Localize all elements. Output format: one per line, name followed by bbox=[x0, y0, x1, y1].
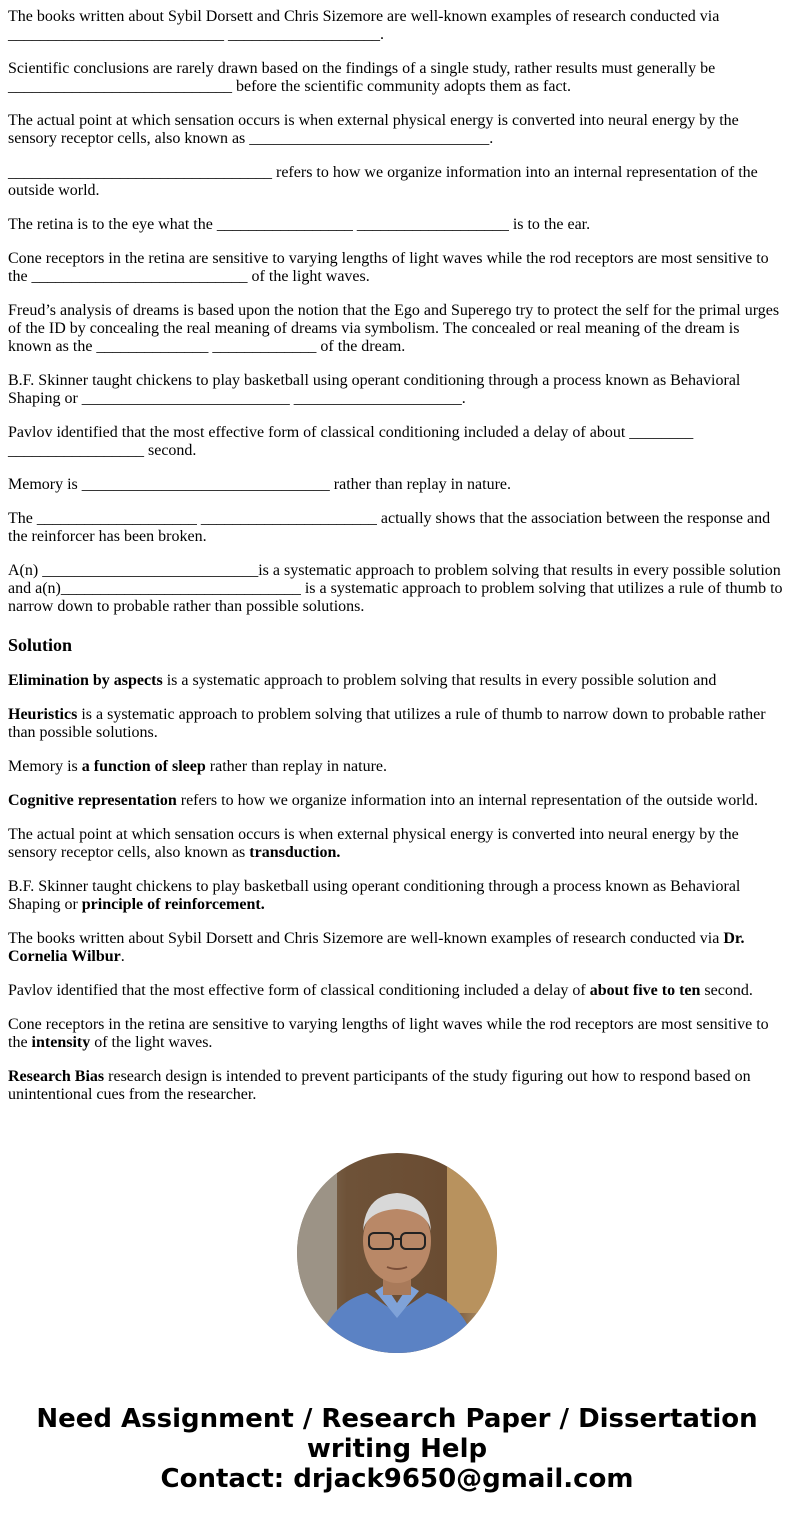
question-9: Pavlov identified that the most effective form of classical conditioning included a delay of about ________ _________________ second. bbox=[8, 424, 694, 459]
solution-9 bbox=[8, 1016, 786, 1052]
solution-5-answer: transduction. bbox=[249, 844, 341, 861]
solution-8 bbox=[8, 982, 786, 1000]
question-10: Memory is _______________________________ rather than replay in nature. bbox=[8, 476, 512, 493]
solution-5 bbox=[8, 826, 786, 862]
solution-6-before: B.F. Skinner taught chickens to play basketball using operant conditioning through a process known as Behavioral Shaping or bbox=[8, 878, 741, 913]
solution-7 bbox=[8, 930, 786, 966]
photo-frame-right bbox=[447, 1163, 497, 1313]
solution-8-answer: about five to ten bbox=[589, 982, 701, 999]
question-7: Freud’s analysis of dreams is based upon the notion that the Ego and Superego try to protect the self for the primal urges of the ID by concealing the real meaning of dreams via symbolism. The concealed or real meaning of the dream is known as the ______________ _____________ of the dream. bbox=[8, 302, 780, 355]
solution-6-answer: principle of reinforcement. bbox=[81, 896, 265, 913]
author-portrait-image bbox=[297, 1153, 497, 1353]
solution-4-after: refers to how we organize information into an internal representation of the outside world. bbox=[176, 792, 759, 809]
question-4: _________________________________ refers to how we organize information into an internal representation of the outside world. bbox=[8, 164, 758, 199]
question-3: The actual point at which sensation occurs is when external physical energy is converted into neural energy by the sensory receptor cells, also known as ______________________________. bbox=[8, 112, 739, 147]
solution-4 bbox=[8, 792, 786, 810]
document-body bbox=[8, 8, 786, 1120]
solution-5-before: The actual point at which sensation occurs is when external physical energy is converted into neural energy by the sensory receptor cells, also known as bbox=[8, 826, 739, 861]
solution-8-before: Pavlov identified that the most effective form of classical conditioning included a delay of bbox=[8, 982, 590, 999]
solution-7-before: The books written about Sybil Dorsett and Chris Sizemore are well-known examples of research conducted via bbox=[8, 930, 724, 947]
solution-6 bbox=[8, 878, 786, 914]
question-2: Scientific conclusions are rarely drawn based on the findings of a single study, rather results must generally be ____________________________ before the scientific community adopts them as fact. bbox=[8, 60, 716, 95]
solution-3-before: Memory is bbox=[8, 758, 82, 775]
solution-10-answer: Research Bias bbox=[8, 1068, 105, 1085]
solution-2-after: is a systematic approach to problem solving that utilizes a rule of thumb to narrow down to probable rather than possible solutions. bbox=[8, 706, 766, 741]
solution-4-answer: Cognitive representation bbox=[8, 792, 177, 809]
question-11: The ____________________ ______________________ actually shows that the association between the response and the reinforcer has been broken. bbox=[8, 510, 771, 545]
solution-7-answer: Dr. Cornelia Wilbur bbox=[8, 930, 745, 965]
solution-2 bbox=[8, 706, 786, 742]
question-5: The retina is to the eye what the _________________ ___________________ is to the ear. bbox=[8, 216, 591, 233]
solution-9-after: of the light waves. bbox=[90, 1034, 213, 1051]
solution-7-after: . bbox=[120, 948, 125, 965]
solution-1 bbox=[8, 672, 786, 690]
solution-10 bbox=[8, 1068, 786, 1104]
call-to-action bbox=[0, 1404, 794, 1494]
cta-contact-line: Contact: drjack9650@gmail.com bbox=[160, 1464, 634, 1494]
solution-heading: Solution bbox=[8, 635, 73, 655]
solution-3-answer: a function of sleep bbox=[81, 758, 206, 775]
solution-1-answer: Elimination by aspects bbox=[8, 672, 163, 689]
solution-10-after: research design is intended to prevent participants of the study figuring out how to respond based on unintentional cues from the researcher. bbox=[8, 1068, 751, 1103]
solution-9-answer: intensity bbox=[31, 1034, 91, 1051]
solution-3-after: rather than replay in nature. bbox=[205, 758, 388, 775]
question-1: The books written about Sybil Dorsett and Chris Sizemore are well-known examples of research conducted via ___________________________ ___________________. bbox=[8, 8, 720, 43]
solution-1-after: is a systematic approach to problem solving that results in every possible solution and bbox=[162, 672, 717, 689]
solution-9-before: Cone receptors in the retina are sensitive to varying lengths of light waves while the rod receptors are most sensitive to the bbox=[8, 1016, 769, 1051]
question-8: B.F. Skinner taught chickens to play basketball using operant conditioning through a process known as Behavioral Shaping or __________________________ _____________________. bbox=[8, 372, 741, 407]
question-6: Cone receptors in the retina are sensitive to varying lengths of light waves while the rod receptors are most sensitive to the ___________________________ of the light waves. bbox=[8, 250, 769, 285]
solution-3 bbox=[8, 758, 786, 776]
solution-8-after: second. bbox=[700, 982, 753, 999]
solution-2-answer: Heuristics bbox=[8, 706, 78, 723]
question-12: A(n) ___________________________is a systematic approach to problem solving that results in every possible solution and a(n)______________________________ is a systematic approach to problem solving that utilizes a rule of thumb to narrow down to probable rather than possible solutions. bbox=[8, 562, 783, 615]
author-photo bbox=[297, 1153, 497, 1353]
cta-help-line: Need Assignment / Research Paper / Dissertation writing Help bbox=[36, 1404, 758, 1464]
